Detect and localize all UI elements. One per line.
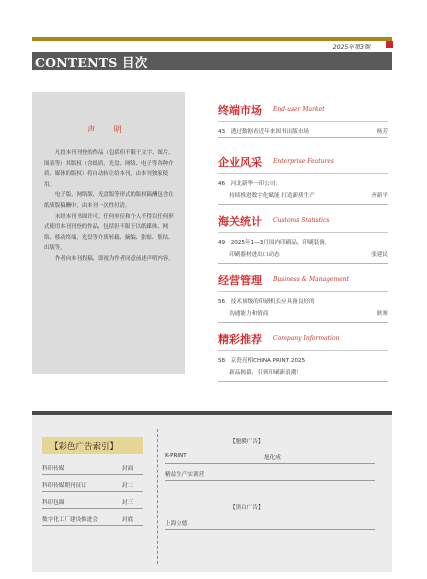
section-title-en: Business & Management bbox=[273, 276, 350, 283]
article-title-line: 持续推进数字化赋能 打造新质生产 bbox=[218, 193, 315, 199]
article-title-line: 沟通能力和情商 bbox=[218, 311, 269, 317]
row-divider bbox=[165, 463, 375, 464]
ad-index-name[interactable]: 科印传媒期刊征订 bbox=[42, 483, 87, 489]
article-author: 齐新平 bbox=[371, 193, 388, 199]
article-entry[interactable] bbox=[218, 351, 388, 382]
ad-index-name[interactable]: 数字化工厂建设推进会 bbox=[42, 517, 98, 523]
section-header bbox=[218, 210, 388, 233]
ad-group-title: 【黑白广告】 bbox=[230, 505, 264, 511]
section-title-cn: 精彩推荐 bbox=[218, 333, 262, 346]
article-author: 耿寨 bbox=[376, 311, 388, 317]
ad-index-panel bbox=[32, 411, 392, 572]
notice-text bbox=[44, 148, 174, 265]
article-title-line: 58 京瓷亮相CHINA PRINT 2025 bbox=[218, 358, 306, 364]
issue-line bbox=[32, 41, 394, 51]
notice-title: 声 明 bbox=[87, 125, 130, 134]
article-entry[interactable] bbox=[218, 292, 388, 323]
row-divider bbox=[165, 480, 375, 481]
issue-red-square-icon bbox=[386, 41, 393, 48]
article-title-line: 56 技术顶级的印刷机长应具备良好的 bbox=[218, 299, 315, 305]
article-title-line: 49 2025年1—3月国内印刷品、印刷装备、 bbox=[218, 240, 331, 246]
article-title-line: 印刷器材进出口动态 bbox=[218, 252, 280, 258]
section-header bbox=[218, 328, 388, 351]
ad-index-name[interactable]: 科印包圈 bbox=[42, 500, 65, 506]
row-divider bbox=[42, 491, 143, 492]
section-title-cn: 终端市场 bbox=[218, 104, 262, 117]
issue-label: 2025年第3期 bbox=[332, 44, 370, 51]
section-title-en: Enterprise Features bbox=[273, 158, 334, 165]
notice-paragraph: 凡投本刊刊登的作品（包括但不限于文字、图片、图表等）其版权（含纸质、光盘、网络、电子等各种介质、媒体的版权）将自动转让给本刊，由本刊独家使用。 bbox=[44, 150, 174, 188]
section-title-en: Customs Statistics bbox=[273, 217, 330, 224]
ad-group-item[interactable]: 上海立德 bbox=[165, 521, 188, 527]
section-customs-statistics bbox=[218, 210, 388, 264]
section-company-information bbox=[218, 328, 388, 382]
article-title-line: 43 透过数据看近年来图书出版市场 bbox=[218, 129, 310, 135]
section-end-user-market bbox=[218, 99, 388, 138]
section-title-en: Company Information bbox=[273, 335, 340, 342]
article-entry[interactable] bbox=[218, 233, 388, 264]
section-title-cn: 海关统计 bbox=[218, 215, 262, 228]
ad-group-title: 【胞膜广告】 bbox=[230, 439, 264, 445]
ad-group-item[interactable]: 旭化成 bbox=[264, 455, 281, 461]
section-header bbox=[218, 99, 388, 122]
notice-paragraph: 作者向本刊投稿，即视为作者同意前述声明内容。 bbox=[55, 255, 174, 262]
article-title-line: 新品揭幕，引领印刷新浪潮！ bbox=[218, 370, 302, 376]
section-business-management bbox=[218, 269, 388, 323]
contents-bar bbox=[32, 52, 392, 70]
section-title-cn: 经营管理 bbox=[218, 274, 262, 287]
notice-box bbox=[32, 92, 185, 374]
notice-paragraph: 未经本刊书面许可，任何单位和个人不得以任何形式使用本刊刊登的作品，包括但不限于以纸媒体、网络、移动终端、光盘等介质转载、摘编、张贴、集结、出版等。 bbox=[44, 213, 174, 252]
section-header bbox=[218, 151, 388, 174]
notice-paragraph: 电子版、网络版、光盘版等形式的版权稿酬包含在纸质版稿酬中，由本刊一次性付清。 bbox=[44, 192, 174, 209]
row-divider bbox=[165, 529, 375, 530]
ad-index-title: 【彩色广告索引】 bbox=[50, 442, 119, 452]
section-enterprise-features bbox=[218, 151, 388, 205]
ad-index-page: 封三 bbox=[122, 500, 134, 506]
article-title-line: 46 河北新华一印公司： bbox=[218, 181, 282, 187]
section-title-en: End-user Market bbox=[273, 106, 325, 113]
article-entry[interactable] bbox=[218, 122, 388, 138]
ad-index-page: 封二 bbox=[122, 483, 134, 489]
article-author: 杨芳 bbox=[376, 129, 388, 135]
ad-group-item[interactable]: K-PRINT bbox=[165, 453, 187, 459]
article-entry[interactable] bbox=[218, 174, 388, 205]
dashed-divider bbox=[157, 429, 158, 564]
section-title-cn: 企业风采 bbox=[218, 156, 262, 169]
ad-index-title-box bbox=[42, 437, 143, 454]
section-header bbox=[218, 269, 388, 292]
row-divider bbox=[42, 474, 143, 475]
ad-group-item[interactable]: 精益生产实训营 bbox=[165, 472, 205, 478]
article-author: 张建民 bbox=[371, 252, 388, 258]
ad-index-name[interactable]: 科印传媒 bbox=[42, 466, 65, 472]
row-divider bbox=[42, 525, 143, 526]
ad-index-page: 封底 bbox=[122, 517, 134, 523]
ad-index-page: 封面 bbox=[122, 466, 134, 472]
contents-title: CONTENTS 目次 bbox=[35, 55, 148, 70]
row-divider bbox=[42, 508, 143, 509]
